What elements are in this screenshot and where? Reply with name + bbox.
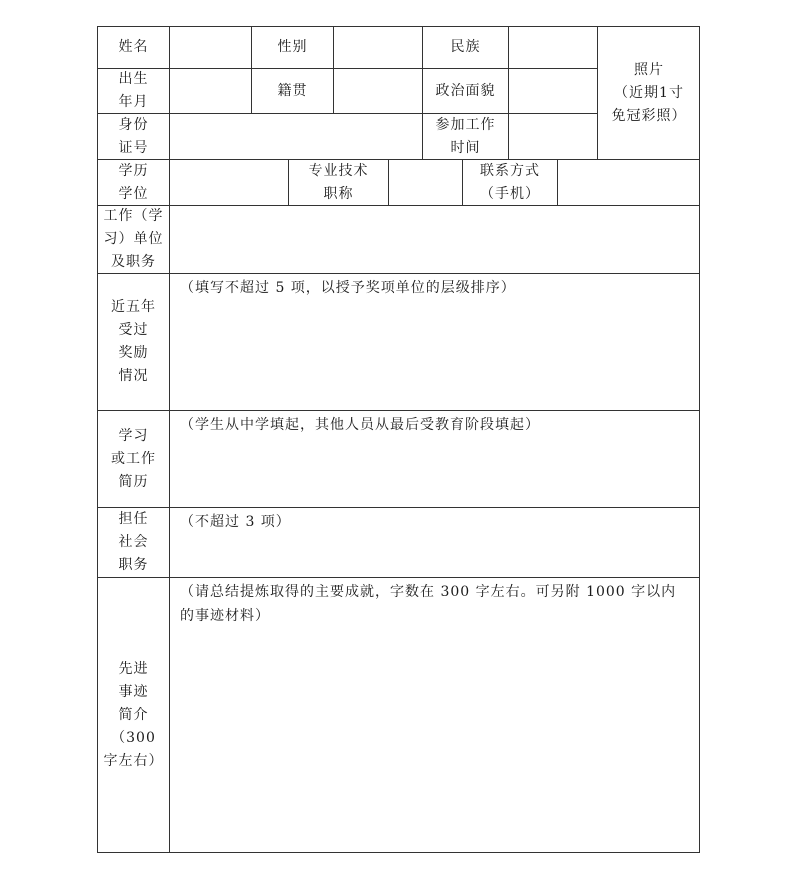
- registration-form-table: [97, 26, 700, 853]
- name-label: 姓名: [97, 26, 169, 68]
- awards-field[interactable]: [169, 273, 700, 410]
- awards-label: 近五年 受过 奖励 情况: [97, 273, 169, 410]
- social-positions-field[interactable]: [169, 507, 700, 577]
- gender-field[interactable]: [333, 26, 422, 68]
- contact-field[interactable]: [557, 159, 700, 205]
- photo-area[interactable]: 照片 （近期1寸 免冠彩照）: [597, 26, 700, 159]
- ethnicity-label: 民族: [422, 26, 508, 68]
- native-place-label: 籍贯: [251, 68, 333, 113]
- work-unit-field[interactable]: [169, 205, 700, 273]
- political-status-field[interactable]: [508, 68, 597, 113]
- achievements-label: 先进 事迹 简介 （300 字左右）: [97, 577, 169, 853]
- education-degree-label: 学历 学位: [97, 159, 169, 205]
- id-number-label: 身份 证号: [97, 113, 169, 159]
- name-field[interactable]: [169, 26, 251, 68]
- work-unit-label: 工作（学 习）单位 及职务: [97, 205, 169, 273]
- achievements-hint: （请总结提炼取得的主要成就，字数在 300 字左右。可另附 1000 字以内的事迹材料）: [180, 584, 677, 624]
- education-degree-field[interactable]: [169, 159, 288, 205]
- political-status-label: 政治面貌: [422, 68, 508, 113]
- gender-label: 性别: [251, 26, 333, 68]
- professional-title-field[interactable]: [388, 159, 462, 205]
- ethnicity-field[interactable]: [508, 26, 597, 68]
- resume-hint: （学生从中学填起，其他人员从最后受教育阶段填起）: [180, 417, 540, 433]
- id-number-field[interactable]: [169, 113, 422, 159]
- contact-label: 联系方式 （手机）: [462, 159, 557, 205]
- resume-label: 学习 或工作 简历: [97, 410, 169, 507]
- work-start-time-field[interactable]: [508, 113, 597, 159]
- social-positions-hint: （不超过 3 项）: [180, 514, 291, 530]
- native-place-field[interactable]: [333, 68, 422, 113]
- work-start-time-label: 参加工作 时间: [422, 113, 508, 159]
- birth-date-label: 出生 年月: [97, 68, 169, 113]
- professional-title-label: 专业技术 职称: [288, 159, 388, 205]
- awards-hint: （填写不超过 5 项，以授予奖项单位的层级排序）: [180, 280, 516, 296]
- resume-field[interactable]: [169, 410, 700, 507]
- social-positions-label: 担任 社会 职务: [97, 507, 169, 577]
- birth-date-field[interactable]: [169, 68, 251, 113]
- achievements-field[interactable]: [169, 577, 700, 853]
